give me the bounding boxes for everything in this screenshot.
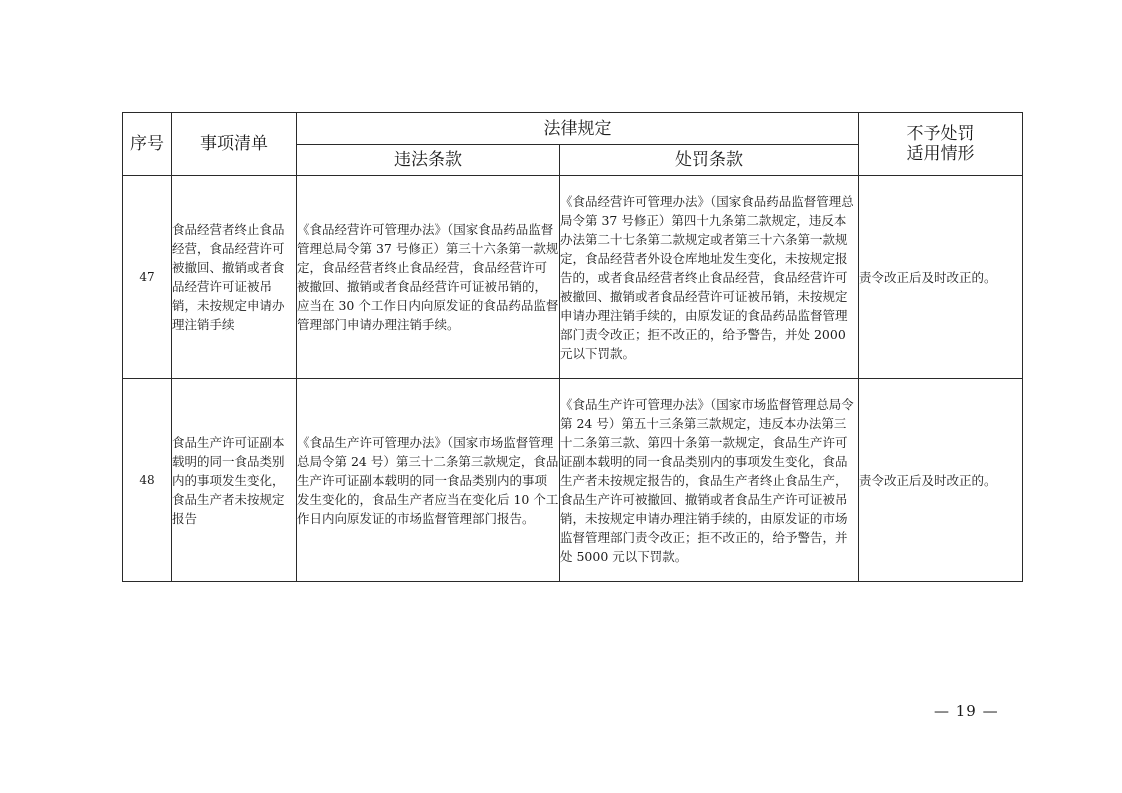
row-seq: 48: [123, 379, 172, 582]
row-item: 食品经营者终止食品经营，食品经营许可被撤回、撤销或者食品经营许可证被吊销，未按规定申请办理注销手续: [172, 176, 297, 379]
row-exempt: 责令改正后及时改正的。: [859, 176, 1023, 379]
row-exempt: 责令改正后及时改正的。: [859, 379, 1023, 582]
header-item: 事项清单: [172, 113, 297, 176]
row-violation: 《食品生产许可管理办法》（国家市场监督管理总局令第 24 号）第三十二条第三款规定，食品生产许可证副本载明的同一食品类别内的事项发生变化的，食品生产者应当在变化后 10 个工作日内向原发证的市场监督管理部门报告。: [297, 379, 560, 582]
regulation-table: [122, 112, 1023, 582]
table-row: [123, 176, 1023, 379]
header-violation: 违法条款: [297, 145, 560, 176]
row-item: 食品生产许可证副本载明的同一食品类别内的事项发生变化，食品生产者未按规定报告: [172, 379, 297, 582]
row-penalty: 《食品经营许可管理办法》（国家食品药品监督管理总局令第 37 号修正）第四十九条第二款规定，违反本办法第二十七条第二款规定或者第三十六条第一款规定，食品经营者外设仓库地址发生变化，未按规定报告的，或者食品经营者终止食品经营，食品经营许可被撤回、撤销或者食品经营许可证被吊销，未按规定申请办理注销手续的，由原发证的食品药品监督管理部门责令改正；拒不改正的，给予警告，并处 2000 元以下罚款。: [560, 176, 859, 379]
page-number: — 19 —: [934, 702, 999, 720]
header-row-1: [123, 113, 1023, 145]
row-violation: 《食品经营许可管理办法》（国家食品药品监督管理总局令第 37 号修正）第三十六条第一款规定，食品经营者终止食品经营，食品经营许可被撤回、撤销或者食品经营许可证被吊销的，应当在 30 个工作日内向原发证的食品药品监督管理部门申请办理注销手续。: [297, 176, 560, 379]
header-exempt: 不予处罚 适用情形: [859, 113, 1023, 176]
row-seq: 47: [123, 176, 172, 379]
table-row: [123, 379, 1023, 582]
header-penalty: 处罚条款: [560, 145, 859, 176]
header-law: 法律规定: [297, 113, 859, 145]
header-seq: 序号: [123, 113, 172, 176]
row-penalty: 《食品生产许可管理办法》（国家市场监督管理总局令第 24 号）第五十三条第三款规定，违反本办法第三十二条第三款、第四十条第一款规定，食品生产许可证副本载明的同一食品类别内的事项发生变化，食品生产者未按规定报告的，食品生产者终止食品生产，食品生产许可被撤回、撤销或者食品生产许可证被吊销，未按规定申请办理注销手续的，由原发证的市场监督管理部门责令改正；拒不改正的，给予警告，并处 5000 元以下罚款。: [560, 379, 859, 582]
